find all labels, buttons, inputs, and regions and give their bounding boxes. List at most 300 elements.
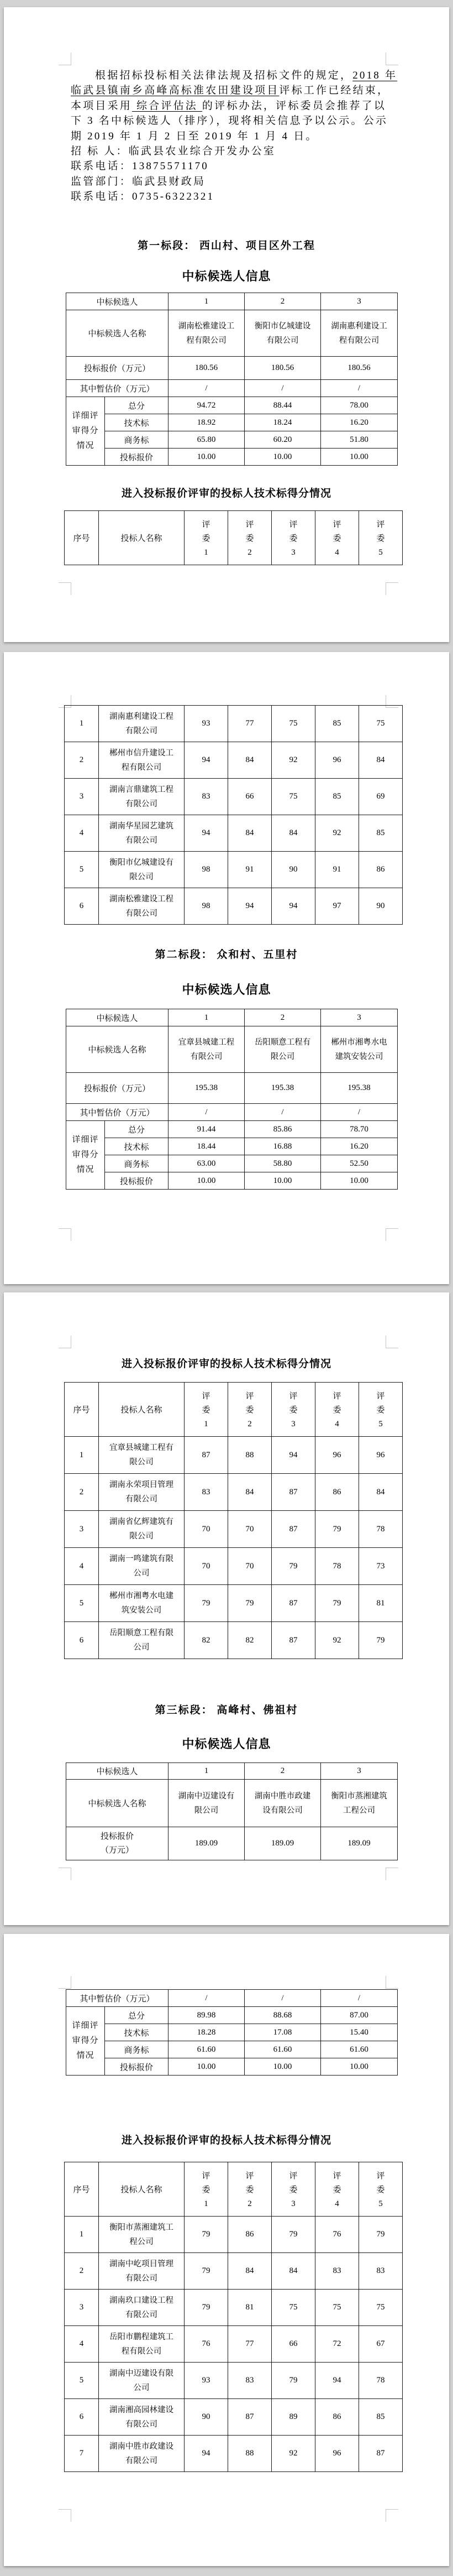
- table-row: [65, 888, 403, 925]
- intro-line: [71, 68, 398, 83]
- score-cell: 86: [315, 1474, 359, 1511]
- table-row: [65, 706, 403, 742]
- judge-header-cell: 评委 5: [359, 1383, 403, 1437]
- value-cell: 18.92: [168, 414, 245, 431]
- table-row: [65, 779, 403, 815]
- value-cell: 17.08: [245, 2024, 321, 2041]
- section-3-title: 第三标段： 高峰村、佛祖村: [155, 1704, 298, 1716]
- table-row: [65, 2217, 403, 2253]
- value-cell: 195.38: [321, 1073, 398, 1104]
- score-cell: 86: [228, 2217, 272, 2253]
- score-cell: 84: [272, 2253, 315, 2290]
- score-cell: 81: [359, 1585, 403, 1622]
- score-cell: 94: [185, 815, 228, 852]
- company-name-cell: 湖南华星园艺建筑有限公司: [99, 815, 185, 852]
- table-row: [66, 431, 398, 449]
- table-row: [65, 1548, 403, 1585]
- row-label-cell: 投标报价（万元）: [66, 1073, 168, 1104]
- table-row: [65, 2253, 403, 2290]
- intro-text: 的评标办法，评标委员会推荐了以: [202, 100, 386, 112]
- company-name-cell: 郴州市湘粤水电建筑安装公司: [99, 1585, 185, 1622]
- value-cell: 78.00: [321, 397, 398, 414]
- candidate-info-title: 中标候选人信息: [182, 983, 271, 997]
- score-cell: 75: [272, 706, 315, 742]
- value-cell: /: [245, 380, 321, 397]
- candidate-rank-cell: 3: [321, 1009, 398, 1026]
- score-cell: 83: [315, 2253, 359, 2290]
- margin-mark-icon: [386, 1976, 398, 1989]
- judge-header-cell: 评委 1: [185, 2162, 228, 2217]
- score-cell: 87: [185, 1437, 228, 1474]
- row-label-cell: 详细评审得分情况: [66, 397, 105, 466]
- table-row: [66, 2041, 398, 2058]
- intro-text: 评标工作已经结束，: [279, 85, 390, 97]
- value-cell: 65.80: [168, 431, 245, 449]
- table-row: [66, 449, 398, 466]
- value-cell: 85.86: [245, 1121, 321, 1138]
- row-label-cell: 投标报价（万元）: [66, 357, 168, 380]
- judge-header-cell: 评委 1: [185, 511, 228, 565]
- table-row: [65, 852, 403, 888]
- candidate-rank-cell: 1: [168, 1009, 245, 1026]
- section-2-title: 第二标段： 众和村、五里村: [155, 949, 298, 961]
- value-cell: 51.80: [321, 431, 398, 449]
- seq-cell: 4: [65, 2326, 99, 2363]
- tenderer-line: 招 标 人：临武县农业综合开发办公室: [71, 145, 276, 158]
- score-cell: 96: [315, 2436, 359, 2472]
- score-cell: 79: [359, 1622, 403, 1659]
- table-row: [66, 357, 398, 380]
- score-cell: 84: [272, 815, 315, 852]
- intro-line: [71, 129, 390, 144]
- tech-score-title: 进入投标报价评审的投标人技术标得分情况: [121, 488, 331, 499]
- score-cell: 94: [272, 888, 315, 925]
- value-cell: 61.60: [321, 2041, 398, 2058]
- table-row: [65, 815, 403, 852]
- judge-header-cell: 评委 1: [185, 1383, 228, 1437]
- judge-header-cell: 评委 2: [228, 2162, 272, 2217]
- seq-cell: 3: [65, 2290, 99, 2326]
- candidate-rank-cell: 3: [321, 293, 398, 310]
- score-cell: 72: [315, 2326, 359, 2363]
- judge-header-cell: 评委 3: [272, 2162, 315, 2217]
- value-cell: 63.00: [168, 1155, 245, 1172]
- company-name-cell: 岳阳顺意工程有限公司: [99, 1622, 185, 1659]
- value-cell: /: [321, 380, 398, 397]
- row-label-cell: 技术标: [105, 2024, 168, 2041]
- value-cell: /: [321, 1104, 398, 1121]
- score-cell: 83: [185, 1474, 228, 1511]
- value-cell: 78.70: [321, 1121, 398, 1138]
- score-cell: 90: [185, 2399, 228, 2436]
- table-row: [66, 1104, 398, 1121]
- candidate-rank-cell: 2: [245, 1009, 321, 1026]
- table-row: [66, 2024, 398, 2041]
- intro-paragraph: [71, 68, 398, 205]
- table-row: [65, 1383, 403, 1437]
- value-cell: 10.00: [245, 1172, 321, 1190]
- table-row: [65, 742, 403, 779]
- judge-header-cell: 评委 4: [315, 2162, 359, 2217]
- table-row: [65, 2162, 403, 2217]
- margin-mark-icon: [386, 1868, 398, 1880]
- margin-mark-icon: [59, 1336, 71, 1348]
- table-row: [65, 1474, 403, 1511]
- company-name-cell: 岳阳市鹏程建筑工程有限公司: [99, 2326, 185, 2363]
- row-label-cell: 总分: [105, 397, 168, 414]
- row-label-cell: 其中暂估价（万元）: [66, 1104, 168, 1121]
- judge-header-cell: 评委 4: [315, 511, 359, 565]
- score-cell: 79: [272, 2363, 315, 2399]
- company-name-cell: 湖南惠利建设工程有限公司: [99, 706, 185, 742]
- score-cell: 75: [272, 2290, 315, 2326]
- table-row: [66, 1138, 398, 1155]
- seq-cell: 5: [65, 1585, 99, 1622]
- row-label-cell: 投标报价: [105, 449, 168, 466]
- seq-header-cell: 序号: [65, 511, 99, 565]
- table-row: [65, 2326, 403, 2363]
- seq-cell: 1: [65, 706, 99, 742]
- intro-underlined-text: 2018 年: [352, 70, 398, 81]
- score-cell: 84: [359, 742, 403, 779]
- value-cell: 10.00: [245, 449, 321, 466]
- score-cell: 85: [359, 2399, 403, 2436]
- score-cell: 85: [315, 706, 359, 742]
- score-cell: 83: [228, 2363, 272, 2399]
- score-cell: 84: [228, 742, 272, 779]
- candidate-rank-cell: 1: [168, 293, 245, 310]
- score-cell: 94: [228, 888, 272, 925]
- page-3: [4, 1292, 449, 1925]
- page-2: [4, 652, 449, 1284]
- value-cell: 15.40: [321, 2024, 398, 2041]
- seq-cell: 4: [65, 1548, 99, 1585]
- tech-score-title: 进入投标报价评审的投标人技术标得分情况: [121, 1358, 331, 1370]
- value-cell: 16.20: [321, 414, 398, 431]
- value-cell: 10.00: [321, 1172, 398, 1190]
- score-cell: 97: [315, 888, 359, 925]
- score-cell: 88: [228, 1437, 272, 1474]
- score-cell: 87: [272, 1585, 315, 1622]
- judge-header-cell: 评委 2: [228, 511, 272, 565]
- row-label-cell: 总分: [105, 1121, 168, 1138]
- score-cell: 92: [272, 2436, 315, 2472]
- score-cell: 75: [272, 779, 315, 815]
- company-name-cell: 衡阳市亿城建设有限公司: [245, 310, 321, 357]
- seq-cell: 6: [65, 888, 99, 925]
- score-cell: 92: [272, 742, 315, 779]
- score-cell: 70: [185, 1511, 228, 1548]
- page-4: [4, 1934, 449, 2566]
- seq-cell: 6: [65, 2399, 99, 2436]
- table-row: [66, 1026, 398, 1073]
- value-cell: 94.72: [168, 397, 245, 414]
- score-cell: 89: [272, 2399, 315, 2436]
- row-label-cell: 投标报价: [105, 2058, 168, 2076]
- score-cell: 92: [315, 815, 359, 852]
- company-name-cell: 宜章县城建工程有限公司: [168, 1026, 245, 1073]
- score-cell: 94: [315, 2363, 359, 2399]
- score-cell: 69: [359, 779, 403, 815]
- intro-line: [71, 98, 390, 113]
- table-row: [65, 1622, 403, 1659]
- value-cell: 16.88: [245, 1138, 321, 1155]
- tech-score-table-3: [64, 2162, 403, 2472]
- company-name-cell: 湖南省亿辉建筑有限公司: [99, 1511, 185, 1548]
- score-cell: 79: [228, 1585, 272, 1622]
- company-name-cell: 湖南中屹项目管理有限公司: [99, 2253, 185, 2290]
- table-row: [65, 1511, 403, 1548]
- value-cell: 195.38: [245, 1073, 321, 1104]
- value-cell: 180.56: [321, 357, 398, 380]
- value-cell: 16.20: [321, 1138, 398, 1155]
- value-cell: 10.00: [321, 449, 398, 466]
- bidder-header-cell: 投标人名称: [99, 511, 185, 565]
- judge-header-cell: 评委 5: [359, 511, 403, 565]
- score-cell: 87: [228, 2399, 272, 2436]
- score-cell: 73: [359, 1548, 403, 1585]
- value-cell: 18.44: [168, 1138, 245, 1155]
- margin-mark-icon: [59, 582, 71, 595]
- value-cell: 88.68: [245, 2007, 321, 2024]
- table-row: [66, 1780, 398, 1827]
- seq-cell: 5: [65, 852, 99, 888]
- score-cell: 78: [359, 1511, 403, 1548]
- judge-header-cell: 评委 2: [228, 1383, 272, 1437]
- value-cell: 10.00: [168, 449, 245, 466]
- seq-cell: 5: [65, 2363, 99, 2399]
- margin-mark-icon: [386, 2509, 398, 2522]
- score-cell: 84: [359, 1474, 403, 1511]
- seq-header-cell: 序号: [65, 1383, 99, 1437]
- score-cell: 83: [185, 779, 228, 815]
- score-cell: 96: [315, 742, 359, 779]
- company-name-cell: 郴州市信升建设工程有限公司: [99, 742, 185, 779]
- company-name-cell: 衡阳市亿城建设有限公司: [99, 852, 185, 888]
- score-cell: 90: [359, 888, 403, 925]
- value-cell: /: [245, 1990, 321, 2007]
- score-cell: 70: [228, 1548, 272, 1585]
- company-name-cell: 宜章县城建工程有限公司: [99, 1437, 185, 1474]
- table-row: [65, 2399, 403, 2436]
- seq-cell: 2: [65, 2253, 99, 2290]
- score-cell: 76: [315, 2217, 359, 2253]
- candidates-table-3-part1: [66, 1762, 398, 1860]
- company-name-cell: 郴州市湘粤水电建筑安装公司: [321, 1026, 398, 1073]
- intro-underlined-text: 综合评估法: [132, 100, 202, 112]
- score-cell: 79: [185, 2217, 228, 2253]
- judge-header-cell: 评委 4: [315, 1383, 359, 1437]
- value-cell: /: [168, 380, 245, 397]
- table-row: [65, 2363, 403, 2399]
- score-cell: 75: [359, 706, 403, 742]
- score-cell: 98: [185, 852, 228, 888]
- table-row: [65, 511, 403, 565]
- score-cell: 94: [185, 742, 228, 779]
- company-name-cell: 湖南中胜市政建设有限公司: [245, 1780, 321, 1827]
- judge-header-cell: 评委 3: [272, 1383, 315, 1437]
- row-label-cell: 总分: [105, 2007, 168, 2024]
- value-cell: /: [168, 1990, 245, 2007]
- row-label-cell: 商务标: [105, 2041, 168, 2058]
- company-name-cell: 湖南中迈建设有限公司: [99, 2363, 185, 2399]
- score-cell: 85: [315, 779, 359, 815]
- score-cell: 84: [228, 2253, 272, 2290]
- row-label-cell: 投标报价 （万元）: [66, 1827, 168, 1860]
- bidder-header-cell: 投标人名称: [99, 2162, 185, 2217]
- intro-line: [71, 113, 390, 128]
- score-cell: 70: [228, 1511, 272, 1548]
- table-row: [65, 2290, 403, 2326]
- score-cell: 92: [315, 1622, 359, 1659]
- tech-score-table-2: [64, 1382, 403, 1659]
- company-name-cell: 湖南中胜市政建设有限公司: [99, 2436, 185, 2472]
- score-cell: 79: [359, 2217, 403, 2253]
- candidates-table-3-part2: [66, 1989, 398, 2076]
- score-cell: 88: [228, 2436, 272, 2472]
- table-row: [66, 1121, 398, 1138]
- table-row: [66, 2007, 398, 2024]
- table-row: [66, 380, 398, 397]
- row-label-cell: 中标候选人名称: [66, 1026, 168, 1073]
- company-name-cell: 湖南中迈建设有限公司: [168, 1780, 245, 1827]
- value-cell: 61.60: [168, 2041, 245, 2058]
- seq-cell: 1: [65, 1437, 99, 1474]
- score-cell: 79: [315, 1585, 359, 1622]
- candidate-rank-cell: 1: [168, 1763, 245, 1780]
- score-cell: 91: [228, 852, 272, 888]
- score-cell: 66: [272, 2326, 315, 2363]
- section-1-title: 第一标段： 西山村、项目区外工程: [138, 240, 315, 252]
- score-cell: 94: [185, 2436, 228, 2472]
- score-cell: 78: [359, 2363, 403, 2399]
- tech-score-title: 进入投标报价评审的投标人技术标得分情况: [121, 2135, 331, 2146]
- margin-mark-icon: [59, 1976, 71, 1989]
- score-cell: 86: [359, 852, 403, 888]
- score-cell: 82: [228, 1622, 272, 1659]
- intro-text: 期 2019 年 1 月 2 日至 2019 年 1 月 4 日。: [71, 130, 318, 142]
- value-cell: 18.24: [245, 414, 321, 431]
- score-cell: 67: [359, 2326, 403, 2363]
- score-cell: 82: [185, 1622, 228, 1659]
- candidates-table-1: [66, 293, 398, 466]
- score-cell: 78: [315, 1548, 359, 1585]
- row-label-cell: 技术标: [105, 414, 168, 431]
- phone-line: 联系电话：13875571170: [71, 160, 209, 173]
- table-row: [66, 293, 398, 310]
- row-label-cell: 中标候选人名称: [66, 310, 168, 357]
- value-cell: 88.44: [245, 397, 321, 414]
- row-label-cell: 中标候选人: [66, 1009, 168, 1026]
- value-cell: 52.50: [321, 1155, 398, 1172]
- row-label-cell: 商务标: [105, 431, 168, 449]
- bidder-header-cell: 投标人名称: [99, 1383, 185, 1437]
- judge-header-cell: 评委 3: [272, 511, 315, 565]
- company-name-cell: 湖南惠利建设工程有限公司: [321, 310, 398, 357]
- score-cell: 94: [272, 1437, 315, 1474]
- table-row: [66, 397, 398, 414]
- score-cell: 79: [185, 2253, 228, 2290]
- table-row: [66, 1763, 398, 1780]
- company-name-cell: 湖南永荣项目管理有限公司: [99, 1474, 185, 1511]
- table-row: [66, 310, 398, 357]
- table-row: [66, 1155, 398, 1172]
- table-row: [66, 1009, 398, 1026]
- score-cell: 77: [228, 2326, 272, 2363]
- judge-header-cell: 评委 5: [359, 2162, 403, 2217]
- value-cell: /: [245, 1104, 321, 1121]
- score-cell: 84: [228, 815, 272, 852]
- company-name-cell: 湖南言鼎建筑工程有限公司: [99, 779, 185, 815]
- company-name-cell: 湖南松雅建设工程有限公司: [168, 310, 245, 357]
- score-cell: 77: [228, 706, 272, 742]
- value-cell: 89.98: [168, 2007, 245, 2024]
- seq-cell: 3: [65, 779, 99, 815]
- score-cell: 93: [185, 2363, 228, 2399]
- value-cell: 10.00: [321, 2058, 398, 2076]
- score-cell: 87: [272, 1622, 315, 1659]
- seq-cell: 7: [65, 2436, 99, 2472]
- intro-text: 下 3 名中标候选人（排序），现将相关信息予以公示。公示: [71, 115, 388, 127]
- seq-cell: 1: [65, 2217, 99, 2253]
- seq-cell: 6: [65, 1622, 99, 1659]
- value-cell: 180.56: [245, 357, 321, 380]
- row-label-cell: 技术标: [105, 1138, 168, 1155]
- candidate-info-title: 中标候选人信息: [182, 1737, 271, 1751]
- phone-line: 联系电话：0735-6322321: [71, 191, 215, 203]
- score-cell: 91: [315, 852, 359, 888]
- row-label-cell: 中标候选人名称: [66, 1780, 168, 1827]
- score-cell: 86: [315, 2399, 359, 2436]
- margin-mark-icon: [386, 1336, 398, 1348]
- value-cell: 189.09: [245, 1827, 321, 1860]
- row-label-cell: 中标候选人: [66, 1763, 168, 1780]
- value-cell: 10.00: [168, 1172, 245, 1190]
- score-cell: 79: [185, 1585, 228, 1622]
- score-cell: 66: [228, 779, 272, 815]
- table-row: [66, 1172, 398, 1190]
- score-cell: 93: [185, 706, 228, 742]
- row-label-cell: 其中暂估价（万元）: [66, 1990, 168, 2007]
- company-name-cell: 湖南玖口建设工程有限公司: [99, 2290, 185, 2326]
- value-cell: /: [321, 1990, 398, 2007]
- intro-line: [71, 83, 390, 98]
- company-name-cell: 湖南松雅建设工程有限公司: [99, 888, 185, 925]
- row-label-cell: 投标报价: [105, 1172, 168, 1190]
- table-row: [66, 1073, 398, 1104]
- value-cell: 61.60: [245, 2041, 321, 2058]
- score-cell: 70: [185, 1548, 228, 1585]
- candidate-info-title: 中标候选人信息: [182, 269, 271, 283]
- score-cell: 96: [315, 1437, 359, 1474]
- margin-mark-icon: [59, 53, 71, 65]
- company-name-cell: 衡阳市蒸湘建筑工程公司: [321, 1780, 398, 1827]
- table-row: [66, 1990, 398, 2007]
- seq-cell: 2: [65, 742, 99, 779]
- score-cell: 81: [228, 2290, 272, 2326]
- score-cell: 87: [272, 1474, 315, 1511]
- company-name-cell: 湖南一鸣建筑有限公司: [99, 1548, 185, 1585]
- score-cell: 85: [359, 815, 403, 852]
- intro-underlined-text: 临武县镇南乡高峰高标准农田建设项目: [71, 85, 280, 97]
- value-cell: 58.80: [245, 1155, 321, 1172]
- table-row: [65, 2436, 403, 2472]
- seq-header-cell: 序号: [65, 2162, 99, 2217]
- score-cell: 76: [185, 2326, 228, 2363]
- candidate-rank-cell: 2: [245, 293, 321, 310]
- intro-text: 根据招标投标相关法律法规及招标文件的规定，: [95, 70, 353, 81]
- score-cell: 87: [359, 2436, 403, 2472]
